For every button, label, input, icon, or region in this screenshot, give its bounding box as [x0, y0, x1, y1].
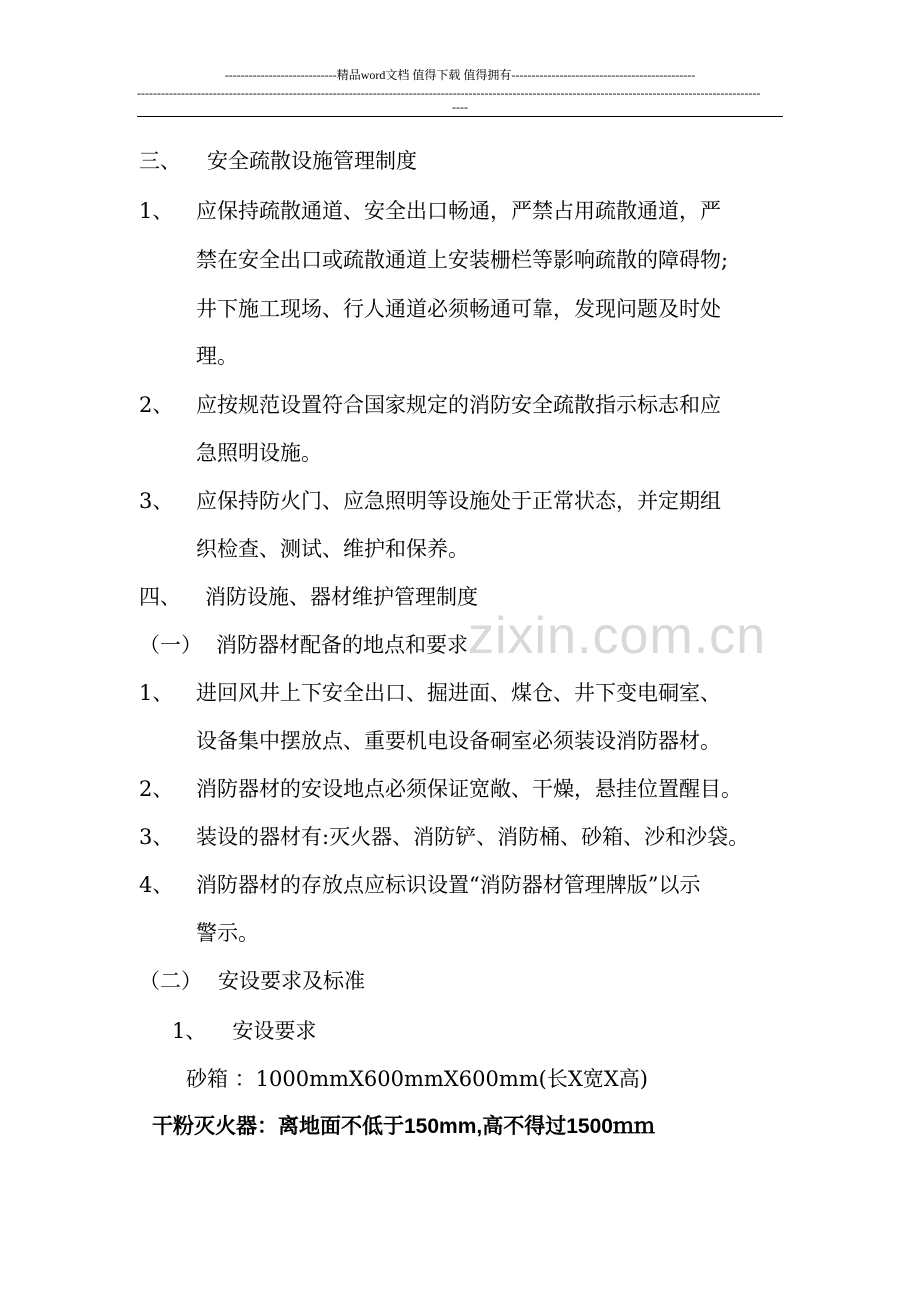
s3-item-2-line-2: 急照明设施。 — [196, 441, 322, 465]
s4-item-4-line-1: 消防器材的存放点应标识设置“消防器材管理牌版”以示 — [196, 873, 701, 897]
s3-item-3-line-2: 织检查、测试、维护和保养。 — [196, 537, 469, 561]
s4-item-1-line-1: 进回风井上下安全出口、掘进面、煤仓、井下变电硐室、 — [196, 681, 721, 705]
subsection-2-title: 安设要求及标准 — [218, 969, 365, 993]
subsection-1-heading — [139, 630, 468, 660]
extinguisher-spec: 干粉灭火器：离地面不低于150mm,高不得过1500ｍｍ — [152, 1115, 655, 1138]
section-3-number: 三、 — [139, 149, 181, 173]
s3-item-2-number: 2、 — [139, 393, 174, 417]
section-3-title: 安全疏散设施管理制度 — [207, 149, 417, 173]
section-4-heading — [139, 582, 478, 612]
s3-item-1-line-3: 井下施工现场、行人通道必须畅通可靠，发现问题及时处 — [196, 297, 721, 321]
header-dash-tail: ---- — [452, 100, 468, 114]
s4-item-4-line-2: 警示。 — [196, 921, 259, 945]
header-banner: ----------------------------精品word文档 值得下载 值得拥有---------------------------------------------- — [224, 68, 696, 82]
s3-item-1-number: 1、 — [139, 199, 174, 223]
section-4-number: 四、 — [139, 585, 181, 609]
subsection-1-number: （一） — [139, 633, 202, 657]
section-4-title: 消防设施、器材维护管理制度 — [205, 585, 478, 609]
s4-item-2-number: 2、 — [139, 777, 174, 801]
s3-item-1-line-4: 理。 — [196, 344, 238, 368]
sandbox-spec: 砂箱 ：1000mmX600mmX600mm(长X宽X高) — [186, 1067, 648, 1091]
header-rule — [137, 116, 783, 117]
s3-item-2-line-1: 应按规范设置符合国家规定的消防安全疏散指示标志和应 — [196, 393, 721, 417]
s3-item-3-number: 3、 — [139, 489, 174, 513]
header-dash-line: ------------------------------------------------------------------------------------------------------------------------------------------------------------ — [137, 86, 761, 100]
install-requirements-number: 1、 — [172, 1019, 207, 1043]
s4-item-1-line-2: 设备集中摆放点、重要机电设备硐室必须装设消防器材。 — [196, 729, 721, 753]
subsection-1-title: 消防器材配备的地点和要求 — [216, 633, 468, 657]
s3-item-1-line-2: 禁在安全出口或疏散通道上安装栅栏等影响疏散的障碍物; — [196, 248, 729, 272]
install-requirements-title: 安设要求 — [232, 1019, 317, 1043]
watermark: zixin.com.cn — [468, 607, 767, 665]
s4-item-2-line-1: 消防器材的安设地点必须保证宽敞、干燥，悬挂位置醒目。 — [196, 777, 742, 801]
section-3-heading — [139, 146, 417, 176]
s4-item-4-number: 4、 — [139, 873, 174, 897]
s4-item-3-number: 3、 — [139, 825, 174, 849]
s3-item-3-line-1: 应保持防火门、应急照明等设施处于正常状态，并定期组 — [196, 489, 721, 513]
subsection-2-number: （二） — [139, 969, 202, 993]
s3-item-1-line-1: 应保持疏散通道、安全出口畅通，严禁占用疏散通道，严 — [196, 199, 721, 223]
s4-item-3-line-1: 装设的器材有:灭火器、消防铲、消防桶、砂箱、沙和沙袋。 — [196, 825, 750, 849]
subsection-2-heading — [139, 966, 365, 996]
install-requirements-heading — [172, 1016, 316, 1046]
s4-item-1-number: 1、 — [139, 681, 174, 705]
